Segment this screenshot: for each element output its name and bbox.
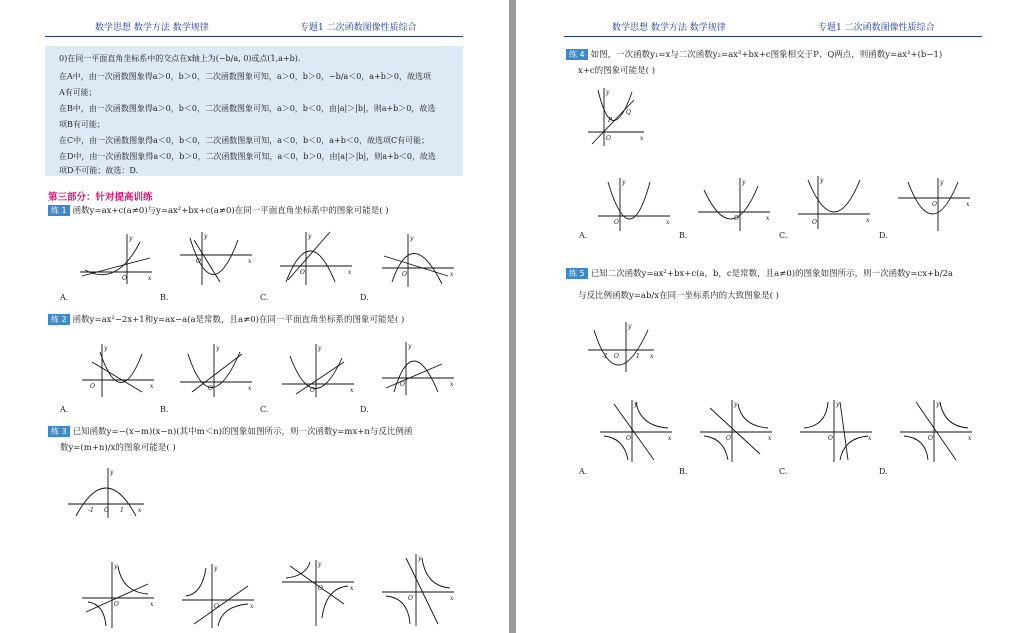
graph-p1-a [80,232,155,287]
axis-label: y [129,235,133,242]
axis-label: O [208,385,213,392]
axis-label: O [614,353,619,360]
axis-label: y [628,323,632,330]
problem-2 [48,313,404,325]
graph-p5-given [588,320,656,375]
axis-label: O [310,387,315,394]
graph-p4-a [598,176,673,231]
graph-p5-b [700,398,775,464]
axis-label: O [828,435,833,442]
axis-label: O [928,435,933,442]
axis-label: y [622,179,626,186]
axis-label: x [450,595,454,602]
option-label: A. [60,405,69,414]
option-label: C. [779,231,788,240]
graph-p3-d [382,552,457,628]
axis-label: 1 [636,353,640,360]
left-page [0,0,509,633]
axis-label: y [110,469,114,476]
axis-label: x [138,507,142,514]
graph-p3-a [82,560,157,630]
graph-p2-c [282,342,357,397]
axis-label: O [114,601,119,608]
problem-1 [48,204,389,216]
axis-label: x [250,603,254,610]
graph-p4-given [588,86,648,148]
solution-line: 项B有可能； [59,120,105,129]
header-right: 专题1 二次函数图像性质综合 [818,23,935,33]
axis-label: y [606,89,610,96]
axis-label: x [350,585,354,592]
graph-p5-a [600,398,675,464]
axis-label: y [940,179,944,186]
axis-label: x [768,435,772,442]
section-title: 第三部分：针对提高训练 [48,192,153,203]
problem-text: 函数y=ax+c(a≠0)与y=ax²+bx+c(a≠0)在同一平面直角坐标系中的图象可能是( ) [72,206,389,216]
axis-label: x [450,271,454,278]
axis-label: x [348,269,352,276]
axis-label: x [666,219,670,226]
axis-label: x [350,387,354,394]
axis-label: x [150,383,154,390]
option-label: B. [160,405,169,414]
axis-label: y [216,345,220,352]
problem-text: 已知二次函数y=ax²+bx+c(a，b，c是常数，且a≠0)的图象如图所示，则一次函数y=cx+b/2a [590,269,953,279]
header-left: 数学思想 数学方法 数学规律 [95,23,209,33]
axis-label: y [318,345,322,352]
option-label: B. [679,467,688,476]
axis-label: O [734,215,739,222]
axis-label: O [812,219,817,226]
problem-text: 已知函数y=−(x−m)(x−n)(其中m＜n)的图象如图所示，则一次函数y=mx+n与反比例函 [72,427,413,437]
axis-label: x [148,275,152,282]
graph-p2-b [180,342,255,397]
axis-label: y [734,401,738,408]
axis-label: y [408,343,412,350]
option-label: A. [60,293,69,302]
axis-label: O [90,383,95,390]
option-label: B. [679,231,688,240]
option-label: D. [360,405,369,414]
axis-label: -1 [602,353,608,360]
axis-label: y [214,565,218,572]
axis-label: x [248,385,252,392]
problem-5 [566,267,953,279]
graph-p5-d [900,398,975,464]
graph-p1-b [180,230,255,285]
axis-label: O [214,603,219,610]
problem-text: 函数y=ax²−2x+1和y=ax−a(a是常数，且a≠0)在同一平面直角坐标系的图象可能是( ) [72,315,405,325]
axis-label: O [402,271,407,278]
problem-tag: 练 2 [48,314,70,325]
axis-label: O [400,381,405,388]
option-label: B. [160,293,169,302]
axis-label: x [450,381,454,388]
option-label: D. [360,293,369,302]
point-label: P [608,117,613,124]
axis-label: x [640,135,644,142]
axis-label: y [418,555,422,562]
solution-box [45,46,463,176]
solution-line: 在A中，由一次函数图象得a＞0，b＞0，二次函数图象可知，a＞0，b＞0，−b/a＜0，a+b＞0，故选项 [59,72,431,81]
solution-line: 在B中，由一次函数图象得a＞0，b＜0，二次函数图象可知，a＞0，b＜0，由|a|＞|b|，则a+b＞0，故选 [59,104,436,113]
problem-4-line2: x+c的图象可能是( ) [578,66,656,76]
axis-label: y [936,401,940,408]
option-label: D. [879,231,888,240]
axis-label: y [114,563,118,570]
header-left: 数学思想 数学方法 数学规律 [612,23,726,33]
axis-label: 1 [120,507,124,514]
axis-label: y [742,179,746,186]
solution-line: 在D中，由一次函数图象得a＜0，b＞0，二次函数图象可知，a＜0，b＞0，由|a|＞|b|，则a+b＜0，故选 [59,152,436,161]
axis-label: -1 [88,507,94,514]
option-label: C. [260,293,269,302]
axis-label: O [606,135,611,142]
graph-p1-c [280,230,355,285]
axis-label: x [668,435,672,442]
right-page [516,0,1024,633]
header-rule [564,36,982,37]
axis-label: x [868,435,872,442]
axis-label: x [650,353,654,360]
option-label: A. [579,231,588,240]
axis-label: x [248,258,252,265]
problem-tag: 练 4 [566,49,588,60]
axis-label: y [410,235,414,242]
axis-label: O [196,258,201,265]
axis-label: O [408,595,413,602]
graph-p1-d [382,232,457,287]
solution-line: A有可能； [59,88,97,97]
option-label: A. [579,467,588,476]
problem-tag: 练 1 [48,205,70,216]
graph-p2-d [382,340,457,395]
solution-line: 0)在同一平面直角坐标系中的交点在x轴上为(−b/a, 0)或点(1,a+b). [59,54,301,63]
graph-p3-given [68,466,148,521]
problem-4 [566,48,942,60]
axis-label: O [932,201,937,208]
axis-label: O [318,585,323,592]
axis-label: y [634,401,638,408]
header-right: 专题1 二次函数图像性质综合 [300,23,417,33]
axis-label: y [308,233,312,240]
axis-label: y [820,177,824,184]
axis-label: x [866,217,870,224]
graph-p4-b [698,176,773,231]
graph-p5-c [800,398,875,464]
option-label: C. [260,405,269,414]
axis-label: O [614,219,619,226]
option-label: C. [779,467,788,476]
graph-p3-c [282,558,357,628]
graph-p4-d [898,176,973,231]
axis-label: O [626,435,631,442]
problem-5-line2: 与反比例函数y=ab/x在同一坐标系内的大致图象是( ) [578,291,779,301]
option-label: D. [879,467,888,476]
axis-label: x [966,201,970,208]
axis-label: O [104,507,109,514]
problem-tag: 练 5 [566,268,588,279]
solution-line: 在C中，由一次函数图象得a＜0，b＜0，二次函数图象可知，a＜0，b＜0，a+b＜0，故选项C有可能； [59,136,430,145]
solution-line: 项D不可能；故选：D. [59,166,139,175]
problem-3-line2: 数y=(m+n)/x的图象可能是( ) [60,443,176,453]
axis-label: y [204,233,208,240]
axis-label: x [150,601,154,608]
axis-label: x [968,435,972,442]
axis-label: x [766,215,770,222]
problem-text: 如图，一次函数y₁=x与二次函数y₂=ax²+bx+c图象相交于P、Q两点，则函数y=ax²+(b−1) [590,50,943,60]
axis-label: O [726,435,731,442]
axis-label: y [318,561,322,568]
axis-label: y [836,401,840,408]
graph-p3-b [182,562,257,630]
graph-p4-c [798,174,873,229]
axis-label: O [122,275,127,282]
axis-label: O [300,269,305,276]
axis-label: y [104,345,108,352]
problem-tag: 练 3 [48,426,70,437]
graph-p2-a [82,342,157,397]
point-label: Q [626,109,631,116]
problem-3 [48,425,412,437]
header-rule [45,36,463,37]
